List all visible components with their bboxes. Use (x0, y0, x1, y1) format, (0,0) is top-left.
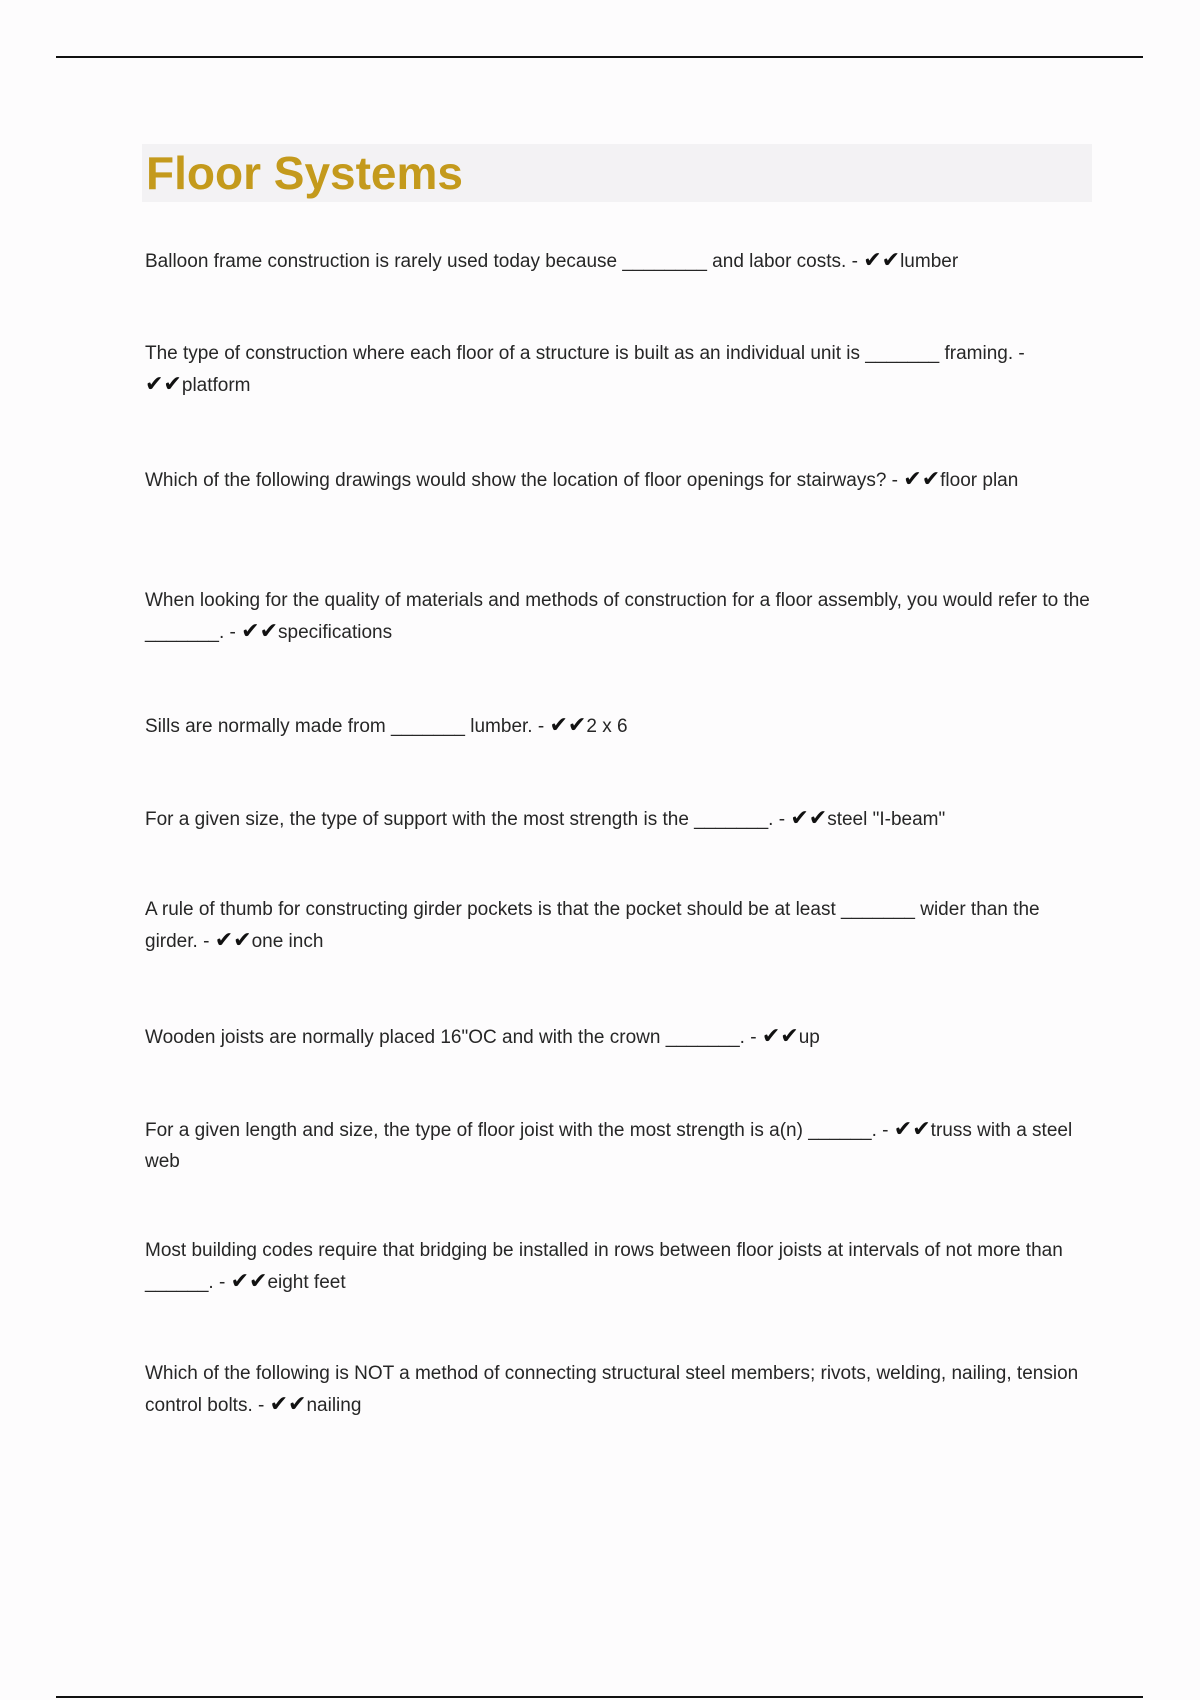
question-item (145, 245, 1095, 277)
question-text: Which of the following drawings would show the location of floor openings for stairways? - (145, 470, 898, 491)
answer-text: steel "I-beam" (827, 809, 946, 830)
answer-text: one inch (251, 931, 324, 952)
answer-text: 2 x 6 (586, 716, 628, 737)
question-text: Wooden joists are normally placed 16"OC and with the crown _______. - (145, 1027, 757, 1048)
question-item (145, 585, 1095, 648)
double-check-icon: ✔✔ (145, 372, 182, 397)
double-check-icon: ✔✔ (230, 1269, 268, 1294)
bottom-rule (56, 1696, 1143, 1698)
question-item (145, 338, 1095, 401)
question-item (145, 1235, 1095, 1298)
double-check-icon: ✔✔ (903, 467, 941, 492)
double-check-icon: ✔✔ (241, 619, 279, 644)
question-item (145, 894, 1095, 957)
title-bar (142, 144, 1092, 202)
question-text: Most building codes require that bridging be installed in rows between floor joists at intervals of not more than ______. - (145, 1240, 1063, 1293)
double-check-icon: ✔✔ (761, 1024, 799, 1049)
answer-text: nailing (306, 1395, 362, 1416)
top-rule (56, 56, 1143, 58)
answer-text: up (798, 1027, 820, 1048)
question-text: A rule of thumb for constructing girder pockets is that the pocket should be at least _______ wider than the girder. - (145, 899, 1040, 952)
double-check-icon: ✔✔ (269, 1392, 307, 1417)
question-item (145, 464, 1095, 496)
question-item (145, 710, 1095, 742)
answer-text: eight feet (267, 1272, 346, 1293)
answer-text: truss with a steel web (145, 1120, 1073, 1172)
double-check-icon: ✔✔ (863, 248, 901, 273)
question-item (145, 803, 1095, 835)
question-text: For a given length and size, the type of floor joist with the most strength is a(n) ______. - (145, 1120, 889, 1141)
double-check-icon: ✔✔ (790, 806, 828, 831)
question-text: The type of construction where each floor of a structure is built as an individual unit is _______ framing. - (145, 343, 1025, 364)
answer-text: floor plan (940, 470, 1019, 491)
question-item (145, 1114, 1095, 1177)
question-text: Which of the following is NOT a method of connecting structural steel members; rivots, welding, nailing, tension control bolts. - (145, 1363, 1079, 1416)
question-text: When looking for the quality of materials and methods of construction for a floor assembly, you would refer to the _______. - (145, 590, 1090, 643)
answer-text: lumber (900, 251, 959, 272)
question-text: Balloon frame construction is rarely used today because ________ and labor costs. - (145, 251, 858, 272)
double-check-icon: ✔✔ (214, 928, 252, 953)
answer-text: specifications (278, 622, 393, 643)
question-item (145, 1358, 1095, 1421)
question-text: For a given size, the type of support with the most strength is the _______. - (145, 809, 786, 830)
question-text: Sills are normally made from _______ lumber. - (145, 716, 545, 737)
answer-text: platform (181, 375, 251, 396)
question-item (145, 1021, 1095, 1053)
double-check-icon: ✔✔ (893, 1117, 931, 1142)
page-title: Floor Systems (146, 147, 463, 199)
double-check-icon: ✔✔ (549, 713, 587, 738)
